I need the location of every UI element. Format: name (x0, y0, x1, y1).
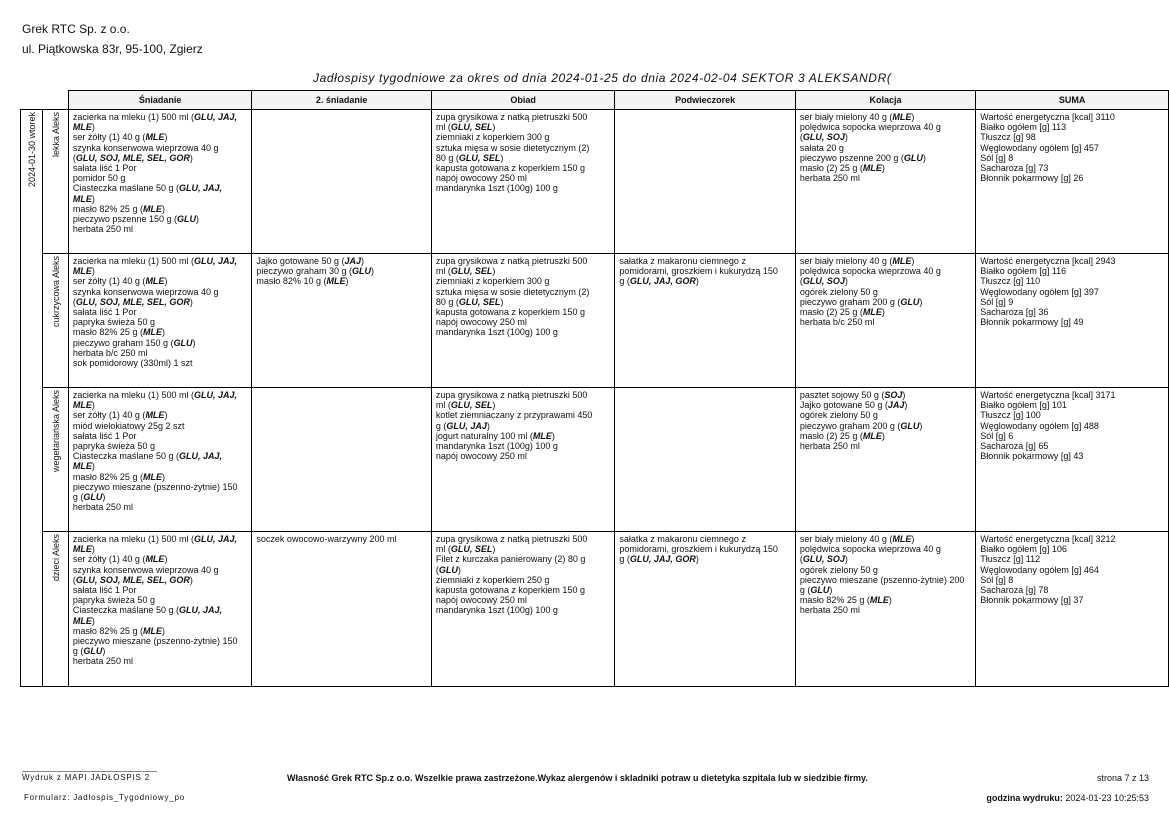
meal-cell-second-breakfast (252, 110, 431, 254)
allergen-code: GLU, SOJ, MLE, SEL, GOR (75, 574, 190, 585)
meal-cell-supper (795, 532, 975, 687)
menu-line: ml (GLU, SEL) (435, 400, 496, 411)
menu-line: (GLU, SOJ) (799, 276, 848, 287)
menu-line: Sól [g] 6 (980, 430, 1014, 441)
meal-cell-breakfast (68, 532, 252, 687)
menu-line: herbata 250 ml (799, 441, 860, 452)
menu-line: (GLU, SOJ, MLE, SEL, GOR) (72, 152, 193, 163)
menu-line: (GLU) (435, 564, 461, 575)
diet-label: wegetariańska Aleks (50, 390, 61, 473)
menu-line: mandarynka 1szt (100g) 100 g (435, 605, 558, 616)
allergen-code: MLE (142, 625, 162, 636)
allergen-code: GLU, JAJ, GOR (629, 554, 696, 565)
allergen-code: GLU, JAJ, (193, 112, 237, 122)
menu-line: g (GLU, JAJ, GOR) (619, 554, 699, 565)
menu-line: napój owocowy 250 ml (435, 173, 527, 184)
menu-line: polędwica sopocka wieprzowa 40 g (799, 122, 941, 133)
menu-line: ser żółty (1) 40 g (MLE) (72, 554, 168, 565)
menu-line: papryka świeża 50 g (72, 441, 155, 452)
column-header-lunch: Obiad (431, 91, 615, 110)
menu-line: ziemniaki z koperkiem 300 g (435, 276, 550, 287)
menu-line: Jajko gotowane 50 g (JAJ) (799, 400, 908, 411)
menu-line: herbata 250 ml (72, 502, 133, 513)
meal-cell-breakfast (68, 254, 252, 388)
menu-line: sałata liść 1 Por (72, 585, 137, 596)
menu-line: napój owocowy 250 ml (435, 595, 527, 606)
allergen-code: MLE (862, 307, 882, 318)
menu-line: pomidor 50 g (72, 173, 126, 184)
menu-line: Węglowodany ogółem [g] 464 (980, 564, 1099, 575)
menu-line: Sacharoza [g] 78 (980, 585, 1049, 596)
menu-line: zacierka na mleku (1) 500 ml (GLU, JAJ, (72, 112, 237, 122)
allergen-code: MLE (142, 471, 162, 482)
menu-line: szynka konserwowa wieprzowa 40 g (72, 564, 219, 575)
allergen-code: GLU (903, 152, 923, 163)
diet-cell (43, 110, 68, 254)
corner-blank (21, 91, 43, 110)
menu-line: 80 g (GLU, SEL) (435, 296, 504, 307)
menu-line: pieczywo mieszane (pszenno-żytnie) 200 (799, 574, 965, 585)
menu-line: ziemniaki z koperkiem 300 g (435, 132, 550, 143)
allergen-code: MLE (72, 400, 92, 411)
allergen-code: GLU (900, 420, 920, 431)
menu-line: sałatka z makaronu ciemnego z (619, 256, 746, 266)
menu-line: Tłuszcz [g] 98 (980, 132, 1036, 143)
allergen-code: MLE (145, 276, 165, 287)
allergen-code: MLE (892, 534, 912, 544)
menu-line: ogórek zielony 50 g (799, 564, 878, 575)
allergen-code: GLU, SOJ (802, 276, 845, 287)
menu-line: (GLU, SOJ) (799, 132, 848, 143)
menu-line: zacierka na mleku (1) 500 ml (GLU, JAJ, (72, 256, 237, 266)
menu-line: MLE) (72, 544, 95, 555)
column-header-breakfast: Śniadanie (68, 91, 252, 110)
menu-line: MLE) (72, 193, 95, 204)
menu-line: Sacharoza [g] 65 (980, 441, 1049, 452)
menu-line: ml (GLU, SEL) (435, 544, 496, 555)
menu-line: mandarynka 1szt (100g) 100 g (435, 183, 558, 194)
menu-line: napój owocowy 250 ml (435, 317, 527, 328)
menu-line: zacierka na mleku (1) 500 ml (GLU, JAJ, (72, 390, 237, 400)
allergen-code: MLE (892, 112, 912, 122)
menu-line: Węglowodany ogółem [g] 397 (980, 286, 1099, 297)
menu-table (20, 90, 1169, 687)
menu-line: masło (2) 25 g (MLE) (799, 430, 885, 441)
menu-line: g (GLU, JAJ) (435, 420, 490, 431)
allergen-code: JAJ (344, 256, 361, 266)
menu-line: masło 82% 25 g (MLE) (72, 327, 165, 338)
allergen-code: GLU, SEL (450, 400, 493, 411)
menu-line: Błonnik pokarmowy [g] 37 (980, 595, 1084, 606)
allergen-code: SOJ (884, 390, 903, 400)
menu-line: (GLU, SOJ, MLE, SEL, GOR) (72, 574, 193, 585)
diet-cell (43, 388, 68, 532)
diet-label: lekka Aleks (50, 112, 61, 158)
allergen-code: MLE (145, 554, 165, 565)
company-name: Grek RTC Sp. z o.o. (22, 22, 130, 36)
column-header-sum: SUMA (976, 91, 1169, 110)
menu-line: Ciasteczka maślane 50 g (GLU, JAJ, (72, 183, 222, 194)
menu-line: Białko ogółem [g] 116 (980, 266, 1067, 277)
meal-cell-afternoon-snack (615, 110, 795, 254)
meal-cell-breakfast (68, 110, 252, 254)
allergen-code: MLE (532, 430, 552, 441)
printout-source: Wydruk z MAPI JADŁOSPIS 2 (22, 773, 150, 782)
allergen-code: GLU, JAJ, (193, 534, 237, 544)
allergen-code: JAJ (887, 400, 905, 411)
menu-line: Filet z kurczaka panierowany (2) 80 g (435, 554, 586, 565)
allergen-code: GLU (438, 564, 458, 575)
menu-line: zacierka na mleku (1) 500 ml (GLU, JAJ, (72, 534, 237, 544)
menu-line: masło 82% 10 g (MLE) (256, 276, 349, 287)
nutrition-summary-cell (976, 532, 1169, 687)
meal-cell-lunch (431, 532, 615, 687)
date-cell (21, 110, 43, 687)
allergen-code: MLE (72, 461, 92, 472)
nutrition-summary-cell (976, 110, 1169, 254)
allergen-code: MLE (862, 430, 882, 441)
table-row (21, 110, 1169, 254)
menu-line: jogurt naturalny 100 ml (MLE) (435, 430, 555, 441)
allergen-code: MLE (145, 410, 165, 421)
allergen-code: GLU, JAJ, (193, 390, 237, 400)
menu-line: ziemniaki z koperkiem 250 g (435, 574, 550, 585)
print-time-value: 2024-01-23 10:25:53 (1065, 793, 1149, 803)
column-header-afternoon-snack: Podwieczorek (615, 91, 795, 110)
allergen-code: GLU (810, 585, 830, 596)
allergen-code: MLE (145, 132, 165, 143)
allergen-code: GLU, SEL (450, 122, 493, 133)
menu-line: Białko ogółem [g] 113 (980, 122, 1067, 133)
meal-cell-lunch (431, 110, 615, 254)
allergen-code: GLU (83, 646, 103, 657)
header-row (21, 91, 1169, 110)
menu-line: ser biały mielony 40 g (MLE) (799, 256, 915, 266)
menu-line: masło 82% 25 g (MLE) (72, 471, 165, 482)
menu-line: Białko ogółem [g] 106 (980, 544, 1067, 555)
menu-line: herbata 250 ml (799, 173, 860, 184)
allergen-code: GLU, JAJ, (178, 451, 222, 462)
menu-line: zupa grysikowa z natką pietruszki 500 (435, 112, 588, 122)
menu-line: Węglowodany ogółem [g] 488 (980, 420, 1099, 431)
meal-cell-lunch (431, 254, 615, 388)
column-header-supper: Kolacja (795, 91, 975, 110)
meal-cell-supper (795, 110, 975, 254)
menu-line: masło (2) 25 g (MLE) (799, 307, 885, 318)
menu-line: pieczywo graham 150 g (GLU) (72, 337, 196, 348)
allergen-code: MLE (326, 276, 346, 287)
diet-label: dzieci Aleks (50, 534, 61, 582)
menu-line: sałata 20 g (799, 142, 844, 153)
form-name: Formularz: Jadlospis_Tygodniowy_po (24, 793, 186, 802)
allergen-code: MLE (72, 122, 92, 133)
menu-line: Błonnik pokarmowy [g] 26 (980, 173, 1084, 184)
allergen-code: GLU, SEL (450, 266, 493, 277)
menu-line: herbata 250 ml (799, 605, 860, 616)
diet-label: cukrzycowa Aleks (50, 256, 61, 328)
allergen-code: GLU, SOJ (802, 554, 845, 565)
menu-line: Tłuszcz [g] 112 (980, 554, 1041, 565)
menu-line: ser żółty (1) 40 g (MLE) (72, 132, 168, 143)
menu-line: herbata b/c 250 ml (72, 347, 148, 358)
menu-line: herbata 250 ml (72, 224, 133, 235)
print-time-label: godzina wydruku: (986, 793, 1063, 803)
menu-line: pomidorami, groszkiem i kukurydzą 150 (619, 544, 778, 555)
menu-line: Błonnik pokarmowy [g] 49 (980, 317, 1084, 328)
menu-line: Wartość energetyczna [kcal] 3171 (980, 390, 1116, 400)
menu-line: MLE) (72, 461, 95, 472)
menu-line: szynka konserwowa wieprzowa 40 g (72, 142, 219, 153)
allergen-code: GLU (351, 266, 371, 277)
allergen-code: MLE (72, 266, 92, 277)
allergen-code: GLU, SOJ, MLE, SEL, GOR (75, 152, 190, 163)
menu-line: MLE) (72, 400, 95, 411)
corner-blank (43, 91, 68, 110)
menu-line: g (GLU, JAJ, GOR) (619, 276, 699, 287)
meal-cell-supper (795, 254, 975, 388)
date-label: 2024-01-30 wtorek (26, 112, 37, 188)
menu-line: Sól [g] 8 (980, 574, 1014, 585)
menu-line: 80 g (GLU, SEL) (435, 152, 504, 163)
menu-line: pieczywo mieszane (pszenno-żytnie) 150 (72, 481, 238, 492)
menu-line: pieczywo graham 200 g (GLU) (799, 296, 923, 307)
meal-cell-afternoon-snack (615, 254, 795, 388)
allergen-code: MLE (869, 595, 889, 606)
allergen-code: GLU, JAJ, (178, 183, 222, 194)
menu-line: g (GLU) (799, 585, 833, 596)
meal-cell-breakfast (68, 388, 252, 532)
menu-line: herbata b/c 250 ml (799, 317, 875, 328)
menu-line: (GLU, SOJ) (799, 554, 848, 565)
diet-cell (43, 532, 68, 687)
allergen-code: MLE (72, 615, 92, 626)
menu-line: papryka świeża 50 g (72, 595, 155, 606)
allergen-code: GLU (176, 214, 196, 225)
menu-line: Tłuszcz [g] 100 (980, 410, 1041, 421)
menu-line: ser biały mielony 40 g (MLE) (799, 112, 915, 122)
footer-rule (22, 771, 157, 772)
menu-line: masło 82% 25 g (MLE) (72, 203, 165, 214)
menu-line: g (GLU) (72, 492, 106, 503)
menu-line: MLE) (72, 615, 95, 626)
menu-line: masło 82% 25 g (MLE) (72, 625, 165, 636)
menu-line: sałata liść 1 Por (72, 163, 137, 174)
allergen-code: GLU, SEL (450, 544, 493, 555)
menu-line: pieczywo graham 200 g (GLU) (799, 420, 923, 431)
allergen-code: GLU, SOJ, MLE, SEL, GOR (75, 296, 190, 307)
menu-line: Ciasteczka maślane 50 g (GLU, JAJ, (72, 605, 222, 616)
menu-line: sztuka mięsa w sosie dietetycznym (2) (435, 286, 590, 297)
menu-line: ser żółty (1) 40 g (MLE) (72, 410, 168, 421)
menu-line: Błonnik pokarmowy [g] 43 (980, 451, 1084, 462)
menu-line: ser żółty (1) 40 g (MLE) (72, 276, 168, 287)
menu-line: Sól [g] 9 (980, 296, 1014, 307)
allergen-code: GLU, JAJ (446, 420, 487, 431)
menu-line: herbata 250 ml (72, 656, 133, 667)
nutrition-summary-cell (976, 254, 1169, 388)
diet-cell (43, 254, 68, 388)
menu-line: ml (GLU, SEL) (435, 266, 496, 277)
menu-line: pomidorami, groszkiem i kukurydzą 150 (619, 266, 778, 277)
allergen-code: GLU, SEL (458, 152, 501, 163)
print-time (986, 793, 1149, 803)
menu-line: Jajko gotowane 50 g (JAJ) (256, 256, 364, 266)
menu-line: mandarynka 1szt (100g) 100 g (435, 327, 558, 338)
menu-line: kotlet ziemniaczany z przyprawami 450 (435, 410, 593, 421)
menu-line: polędwica sopocka wieprzowa 40 g (799, 266, 941, 277)
menu-line: zupa grysikowa z natką pietruszki 500 (435, 534, 588, 544)
menu-line: masło (2) 25 g (MLE) (799, 163, 885, 174)
menu-line: Białko ogółem [g] 101 (980, 400, 1067, 411)
menu-line: sałata liść 1 Por (72, 307, 137, 318)
allergen-code: MLE (142, 203, 162, 214)
menu-line: zupa grysikowa z natką pietruszki 500 (435, 390, 588, 400)
menu-line: MLE) (72, 122, 95, 133)
meal-cell-second-breakfast (252, 388, 431, 532)
menu-line: pieczywo pszenne 200 g (GLU) (799, 152, 926, 163)
menu-line: pasztet sojowy 50 g (SOJ) (799, 390, 906, 400)
menu-line: g (GLU) (72, 646, 106, 657)
menu-line: sok pomidorowy (330ml) 1 szt (72, 358, 193, 369)
menu-line: Węglowodany ogółem [g] 457 (980, 142, 1099, 153)
menu-line: Wartość energetyczna [kcal] 2943 (980, 256, 1116, 266)
allergen-code: GLU, JAJ, (178, 605, 222, 616)
menu-line: Wartość energetyczna [kcal] 3110 (980, 112, 1115, 122)
allergen-code: MLE (862, 163, 882, 174)
allergen-code: GLU, SOJ (802, 132, 845, 143)
meal-cell-supper (795, 388, 975, 532)
menu-line: pieczywo pszenne 150 g (GLU) (72, 214, 199, 225)
ownership-notice: Własność Grek RTC Sp.z o.o. Wszelkie prawa zastrzeżone.Wykaz alergenów i skladniki potraw u dietetyka szpitala lub w siedzibie firmy. (287, 773, 868, 783)
allergen-code: GLU (173, 337, 193, 348)
menu-line: sałata liść 1 Por (72, 430, 137, 441)
column-header-second-breakfast: 2. śniadanie (252, 91, 431, 110)
allergen-code: MLE (72, 193, 92, 204)
table-row (21, 388, 1169, 532)
menu-line: masło 82% 25 g (MLE) (799, 595, 892, 606)
allergen-code: GLU, SEL (458, 296, 501, 307)
menu-line: Ciasteczka maślane 50 g (GLU, JAJ, (72, 451, 222, 462)
menu-line: pieczywo mieszane (pszenno-żytnie) 150 (72, 636, 238, 647)
nutrition-summary-cell (976, 388, 1169, 532)
menu-line: Sacharoza [g] 36 (980, 307, 1049, 318)
menu-line: sztuka mięsa w sosie dietetycznym (2) (435, 142, 590, 153)
menu-line: ml (GLU, SEL) (435, 122, 496, 133)
menu-line: kapusta gotowana z koperkiem 150 g (435, 307, 585, 318)
menu-line: mandarynka 1szt (100g) 100 g (435, 441, 558, 452)
page-number: strona 7 z 13 (1096, 773, 1149, 783)
menu-line: kapusta gotowana z koperkiem 150 g (435, 585, 585, 596)
menu-line: papryka świeża 50 g (72, 317, 155, 328)
meal-cell-afternoon-snack (615, 388, 795, 532)
menu-line: miód wielokiatowy 25g 2 szt (72, 420, 185, 431)
allergen-code: GLU, JAJ, (193, 256, 237, 266)
allergen-code: GLU (83, 492, 103, 503)
menu-line: MLE) (72, 266, 95, 277)
menu-line: kapusta gotowana z koperkiem 150 g (435, 163, 585, 174)
meal-cell-lunch (431, 388, 615, 532)
menu-line: napój owocowy 250 ml (435, 451, 527, 462)
company-address: ul. Piątkowska 83r, 95-100, Zgierz (22, 42, 203, 56)
menu-line: ser biały mielony 40 g (MLE) (799, 534, 915, 544)
menu-line: sałatka z makaronu ciemnego z (619, 534, 746, 544)
table-row (21, 532, 1169, 687)
menu-line: polędwica sopocka wieprzowa 40 g (799, 544, 941, 555)
menu-line: (GLU, SOJ, MLE, SEL, GOR) (72, 296, 193, 307)
menu-line: Sól [g] 8 (980, 152, 1014, 163)
menu-line: ogórek zielony 50 g (799, 286, 878, 297)
report-title: Jadłospisy tygodniowe za okres od dnia 2024-01-25 do dnia 2024-02-04 SEKTOR 3 ALEKSANDR( (313, 71, 892, 85)
allergen-code: MLE (142, 327, 162, 338)
meal-cell-second-breakfast (252, 532, 431, 687)
menu-line: pieczywo graham 30 g (GLU) (256, 266, 374, 277)
allergen-code: MLE (72, 544, 92, 555)
menu-line: Tłuszcz [g] 110 (980, 276, 1041, 287)
menu-line: Sacharoza [g] 73 (980, 163, 1049, 174)
menu-line: szynka konserwowa wieprzowa 40 g (72, 286, 219, 297)
meal-cell-afternoon-snack (615, 532, 795, 687)
menu-line: Wartość energetyczna [kcal] 3212 (980, 534, 1116, 544)
allergen-code: GLU (900, 296, 920, 307)
table-row (21, 254, 1169, 388)
menu-line: ogórek zielony 50 g (799, 410, 878, 421)
allergen-code: MLE (892, 256, 912, 266)
meal-cell-second-breakfast (252, 254, 431, 388)
menu-line: soczek owocowo-warzywny 200 ml (256, 534, 397, 544)
allergen-code: GLU, JAJ, GOR (629, 276, 696, 287)
menu-line: zupa grysikowa z natką pietruszki 500 (435, 256, 588, 266)
